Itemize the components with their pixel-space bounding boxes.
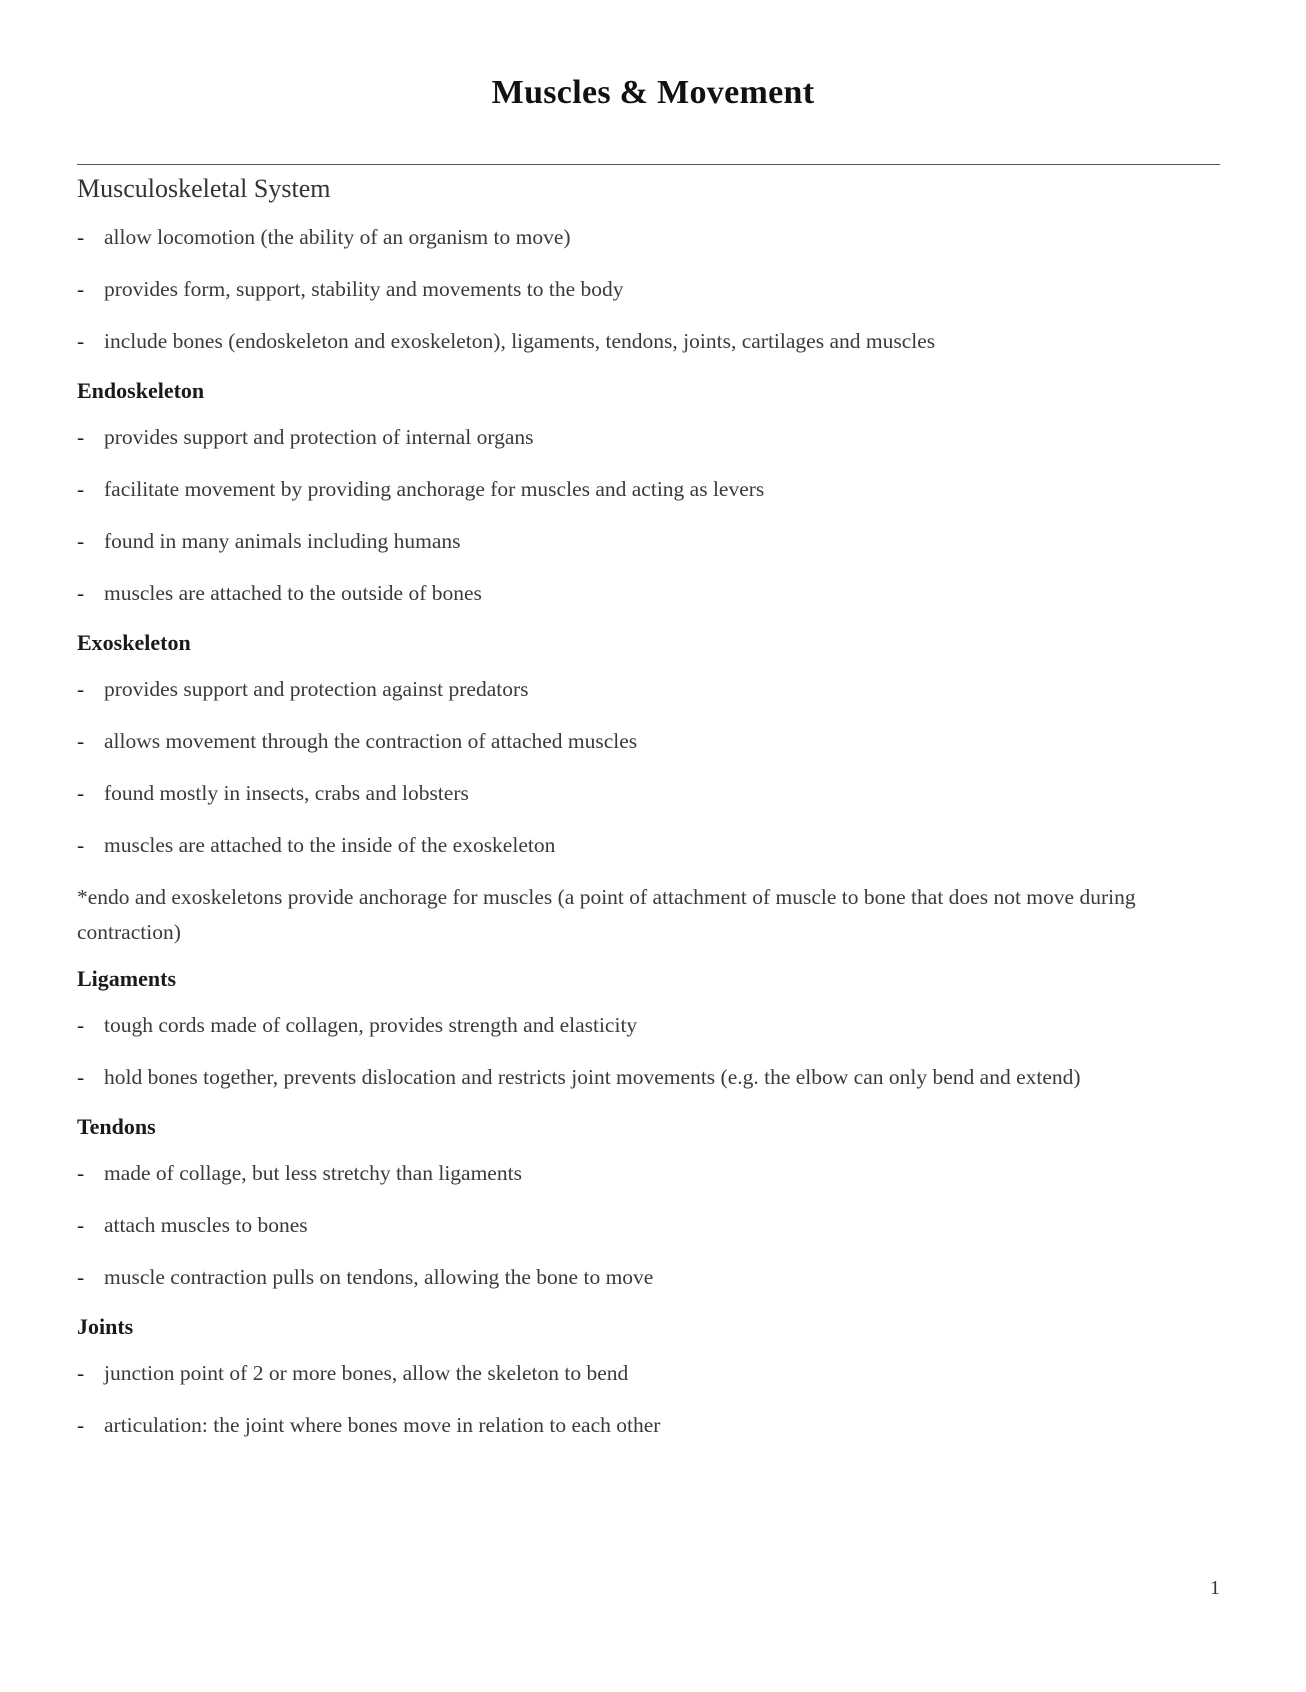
- joints-list: [77, 1356, 1227, 1443]
- list-item-text: tough cords made of collagen, provides strength and elasticity: [104, 1013, 638, 1037]
- list-item: [77, 472, 1227, 507]
- section-heading-tendons: Tendons: [77, 1114, 156, 1139]
- list-item: [77, 776, 1227, 811]
- list-item: [77, 1060, 1227, 1095]
- list-item-text: made of collage, but less stretchy than ligaments: [104, 1161, 522, 1185]
- bullet-dash: -: [77, 833, 85, 857]
- list-item: [77, 1408, 1227, 1443]
- musculoskeletal-list: [77, 220, 1227, 359]
- list-item: [77, 1356, 1227, 1391]
- bullet-dash: -: [77, 581, 85, 605]
- list-item-text: junction point of 2 or more bones, allow the skeleton to bend: [104, 1361, 629, 1385]
- bullet-dash: -: [77, 677, 85, 701]
- section-heading-musculoskeletal: Musculoskeletal System: [77, 174, 331, 203]
- list-item-text: hold bones together, prevents dislocation and restricts joint movements (e.g. the elbow can only bend and extend): [104, 1065, 1081, 1089]
- list-item: [77, 576, 1227, 611]
- list-item: [77, 324, 1227, 359]
- page-title: Muscles & Movement: [491, 74, 815, 111]
- page-content: [77, 172, 1227, 1460]
- bullet-dash: -: [77, 781, 85, 805]
- list-item-text: provides support and protection of internal organs: [104, 425, 534, 449]
- bullet-dash: -: [77, 425, 85, 449]
- bullet-dash: -: [77, 277, 85, 301]
- list-item: [77, 524, 1227, 559]
- list-item: [77, 1156, 1227, 1191]
- list-item-text: allows movement through the contraction of attached muscles: [104, 729, 638, 753]
- list-item-text: include bones (endoskeleton and exoskeleton), ligaments, tendons, joints, cartilages and muscles: [104, 329, 936, 353]
- list-item: [77, 828, 1227, 863]
- list-item-text: muscles are attached to the outside of bones: [104, 581, 482, 605]
- list-item: [77, 420, 1227, 455]
- section-heading-endoskeleton: Endoskeleton: [77, 378, 205, 403]
- list-item: [77, 272, 1227, 307]
- list-item: [77, 220, 1227, 255]
- list-item-text: found in many animals including humans: [104, 529, 461, 553]
- section-heading-exoskeleton: Exoskeleton: [77, 630, 191, 655]
- ligaments-list: [77, 1008, 1227, 1095]
- tendons-list: [77, 1156, 1227, 1295]
- list-item: [77, 672, 1227, 707]
- section-heading-ligaments: Ligaments: [77, 966, 176, 991]
- bullet-dash: -: [77, 1413, 85, 1437]
- bullet-dash: -: [77, 1361, 85, 1385]
- list-item-text: muscles are attached to the inside of the exoskeleton: [104, 833, 556, 857]
- list-item-text: articulation: the joint where bones move in relation to each other: [104, 1413, 661, 1437]
- list-item-text: provides form, support, stability and movements to the body: [104, 277, 624, 301]
- section-heading-joints: Joints: [77, 1314, 134, 1339]
- bullet-dash: -: [77, 1213, 85, 1237]
- list-item-text: muscle contraction pulls on tendons, allowing the bone to move: [104, 1265, 654, 1289]
- endoskeleton-list: [77, 420, 1227, 611]
- list-item: [77, 724, 1227, 759]
- bullet-dash: -: [77, 225, 85, 249]
- bullet-dash: -: [77, 1065, 85, 1089]
- list-item-text: allow locomotion (the ability of an organism to move): [104, 225, 571, 249]
- exoskeleton-list: [77, 672, 1227, 863]
- bullet-dash: -: [77, 477, 85, 501]
- bullet-dash: -: [77, 1265, 85, 1289]
- bullet-dash: -: [77, 729, 85, 753]
- page-number: 1: [1210, 1577, 1220, 1599]
- skeleton-note: *endo and exoskeletons provide anchorage for muscles (a point of attachment of muscle to bone that does not move during contraction): [77, 885, 1136, 944]
- title-divider: [77, 164, 1220, 165]
- list-item: [77, 1208, 1227, 1243]
- bullet-dash: -: [77, 1013, 85, 1037]
- list-item: [77, 1260, 1227, 1295]
- bullet-dash: -: [77, 529, 85, 553]
- list-item-text: attach muscles to bones: [104, 1213, 308, 1237]
- list-item-text: facilitate movement by providing anchorage for muscles and acting as levers: [104, 477, 765, 501]
- list-item-text: provides support and protection against predators: [104, 677, 529, 701]
- bullet-dash: -: [77, 1161, 85, 1185]
- list-item: [77, 1008, 1227, 1043]
- list-item-text: found mostly in insects, crabs and lobsters: [104, 781, 469, 805]
- bullet-dash: -: [77, 329, 85, 353]
